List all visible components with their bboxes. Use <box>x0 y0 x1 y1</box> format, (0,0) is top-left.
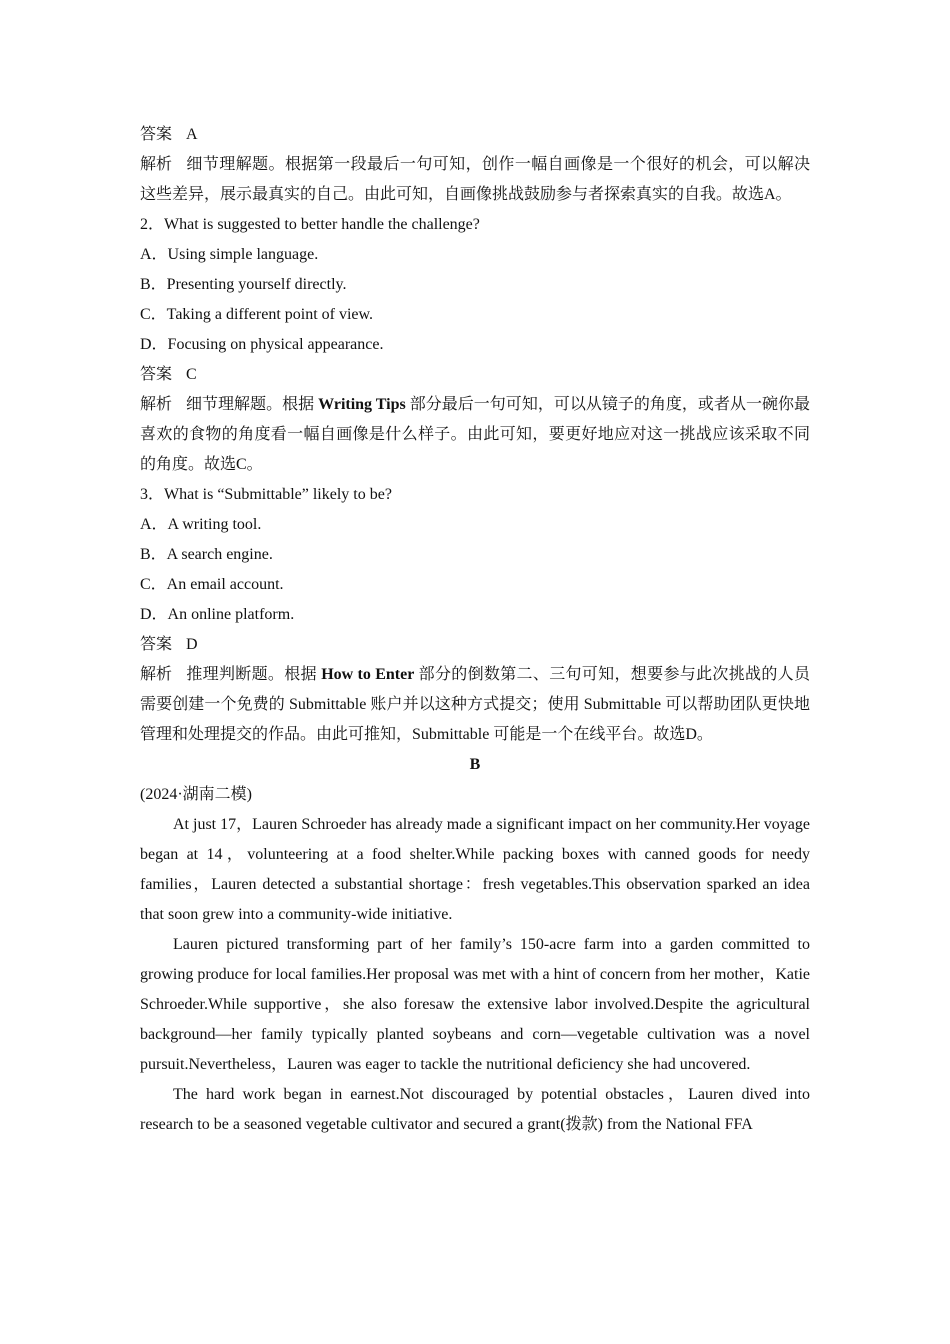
section-source: (2024·湖南二模) <box>140 786 252 803</box>
q3-answer <box>140 630 810 660</box>
analysis-text-post: 部分最后一句可知，可以从镜子的角度，或者从一碗你最喜欢的食物的角度看一幅自画像是什么样子。由此可知，要更好地应对这一挑战应该采取不同的角度。故选C。 <box>140 396 810 473</box>
q3-option-b: B．A search engine. <box>140 546 273 563</box>
q2-option-a: A．Using simple language. <box>140 246 319 263</box>
q2-option-b: B．Presenting yourself directly. <box>140 276 347 293</box>
analysis-text-post: 部分的倒数第二、三句可知，想要参与此次挑战的人员需要创建一个免费的 Submittable 账户并以这种方式提交；使用 Submittable 可以帮助团队更快地管理和处理提交的作品。由此可推知，Submittable 可能是一个在线平台。故选D。 <box>140 666 810 743</box>
q3-question: 3．What is “Submittable” likely to be? <box>140 486 392 503</box>
document-page <box>140 120 810 1140</box>
analysis-text-pre: 细节理解题。根据 <box>186 396 315 413</box>
q3-option-c: C．An email account. <box>140 576 284 593</box>
answer-value: C <box>186 366 197 383</box>
answer-label: 答案 <box>140 126 173 143</box>
answer-value: A <box>186 126 198 143</box>
q3-option-d: D．An online platform. <box>140 606 295 623</box>
passage-paragraph-2: Lauren pictured transforming part of her family’s 150-acre farm into a garden committed to growing produce for local families.Her proposal was met with a hint of concern from her mother，Katie Schroeder.While supportive，she also foresaw the extensive labor involved.Despite the agricultural background—her family typically planted soybeans and corn—vegetable cultivation was a novel pursuit.Nevertheless，Lauren was eager to tackle the nutritional deficiency she had uncovered. <box>140 936 811 1073</box>
q2-answer <box>140 360 810 390</box>
q3-option-a: A．A writing tool. <box>140 516 262 533</box>
analysis-text-bold: How to Enter <box>321 666 415 683</box>
q1-analysis <box>140 150 810 210</box>
analysis-text-bold: Writing Tips <box>318 396 406 413</box>
passage-paragraph-3: The hard work began in earnest.Not discouraged by potential obstacles，Lauren dived into research to be a seasoned vegetable cultivator and secured a grant(拨款) from the National FFA <box>140 1086 810 1133</box>
answer-label: 答案 <box>140 636 173 653</box>
q1-answer <box>140 120 810 150</box>
analysis-label: 解析 <box>140 396 173 413</box>
analysis-text-pre: 推理判断题。根据 <box>186 666 317 683</box>
passage-paragraph-1: At just 17，Lauren Schroeder has already made a significant impact on her community.Her voyage began at 14，volunteering at a food shelter.While packing boxes with canned goods for needy families，Lauren detected a substantial shortage：fresh vegetables.This observation sparked an idea that soon grew into a community-wide initiative. <box>140 816 810 923</box>
analysis-text: 细节理解题。根据第一段最后一句可知，创作一幅自画像是一个很好的机会，可以解决这些差异，展示最真实的自己。由此可知，自画像挑战鼓励参与者探索真实的自我。故选A。 <box>140 156 810 203</box>
q2-question: 2．What is suggested to better handle the challenge? <box>140 216 480 233</box>
analysis-label: 解析 <box>140 156 173 173</box>
answer-value: D <box>186 636 198 653</box>
answer-label: 答案 <box>140 366 173 383</box>
q3-analysis <box>140 660 810 750</box>
q2-option-d: D．Focusing on physical appearance. <box>140 336 384 353</box>
analysis-label: 解析 <box>140 666 173 683</box>
q2-analysis <box>140 390 810 480</box>
q2-option-c: C．Taking a different point of view. <box>140 306 374 323</box>
section-heading: B <box>469 756 481 773</box>
